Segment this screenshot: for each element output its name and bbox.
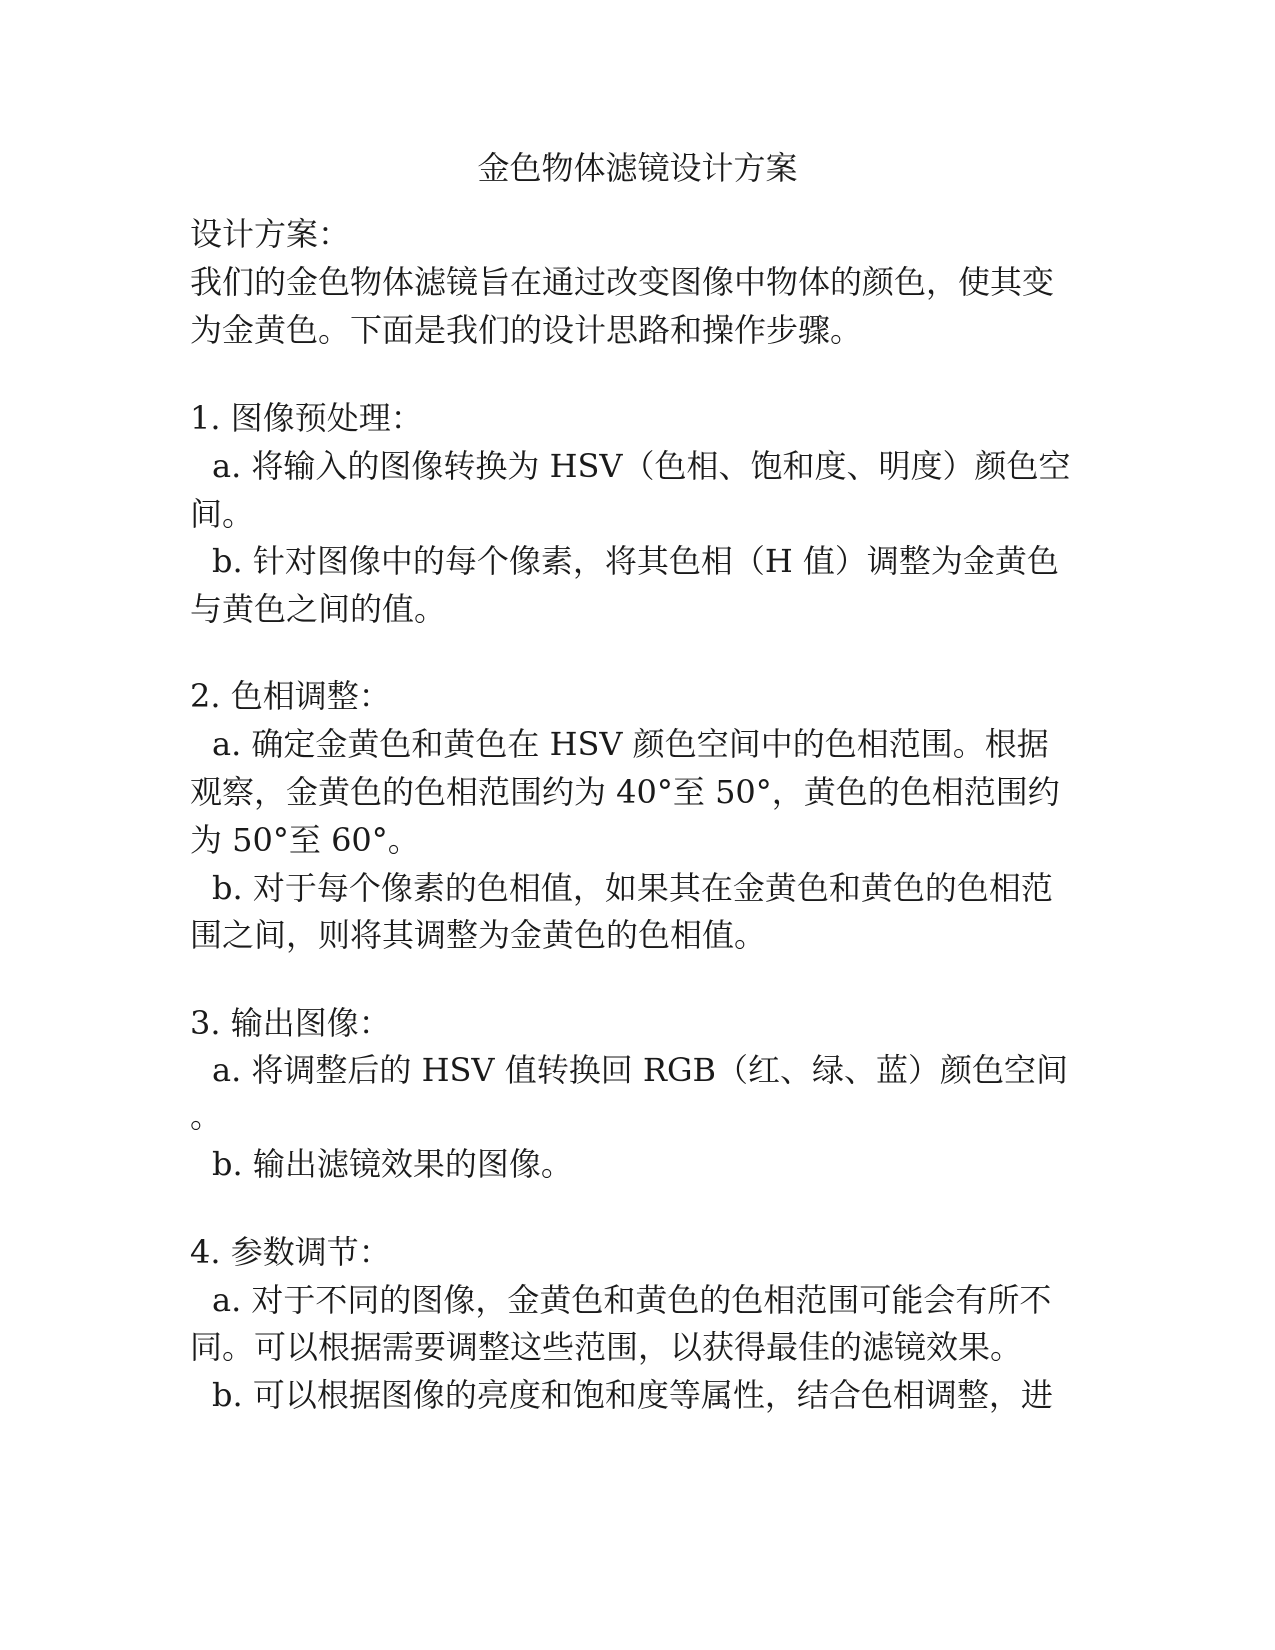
step-4a-line-1: a. 对于不同的图像，金黄色和黄色的色相范围可能会有所不 bbox=[212, 1281, 1052, 1319]
step-2a-line-3: 为 50°至 60°。 bbox=[190, 821, 420, 859]
step-4a-line-2: 同。可以根据需要调整这些范围，以获得最佳的滤镜效果。 bbox=[190, 1328, 1023, 1366]
step-1a-line-1: a. 将输入的图像转换为 HSV（色相、饱和度、明度）颜色空 bbox=[212, 447, 1071, 485]
section-heading-design-plan: 设计方案： bbox=[190, 215, 351, 253]
step-4b-line-1: b. 可以根据图像的亮度和饱和度等属性，结合色相调整，进 bbox=[212, 1376, 1053, 1414]
step-1a-line-2: 间。 bbox=[190, 495, 255, 533]
intro-paragraph-line-1: 我们的金色物体滤镜旨在通过改变图像中物体的颜色，使其变 bbox=[190, 263, 1055, 301]
document-title: 金色物体滤镜设计方案 bbox=[477, 149, 798, 187]
step-1b-line-2: 与黄色之间的值。 bbox=[190, 590, 447, 628]
step-4-heading: 4. 参数调节： bbox=[190, 1233, 391, 1271]
intro-paragraph-line-2: 为金黄色。下面是我们的设计思路和操作步骤。 bbox=[190, 311, 863, 349]
step-2-heading: 2. 色相调整： bbox=[190, 677, 391, 715]
step-1-heading: 1. 图像预处理： bbox=[190, 399, 423, 437]
step-3b-line-1: b. 输出滤镜效果的图像。 bbox=[212, 1145, 573, 1183]
step-3a-line-1: a. 将调整后的 HSV 值转换回 RGB（红、绿、蓝）颜色空间 bbox=[212, 1051, 1069, 1089]
step-3a-line-2: 。 bbox=[190, 1097, 223, 1135]
step-3-heading: 3. 输出图像： bbox=[190, 1004, 391, 1042]
step-2b-line-1: b. 对于每个像素的色相值，如果其在金黄色和黄色的色相范 bbox=[212, 869, 1053, 907]
step-2b-line-2: 围之间，则将其调整为金黄色的色相值。 bbox=[190, 916, 767, 954]
step-2a-line-1: a. 确定金黄色和黄色在 HSV 颜色空间中的色相范围。根据 bbox=[212, 725, 1049, 763]
step-2a-line-2: 观察，金黄色的色相范围约为 40°至 50°，黄色的色相范围约 bbox=[190, 773, 1060, 811]
step-1b-line-1: b. 针对图像中的每个像素，将其色相（H 值）调整为金黄色 bbox=[212, 542, 1059, 580]
